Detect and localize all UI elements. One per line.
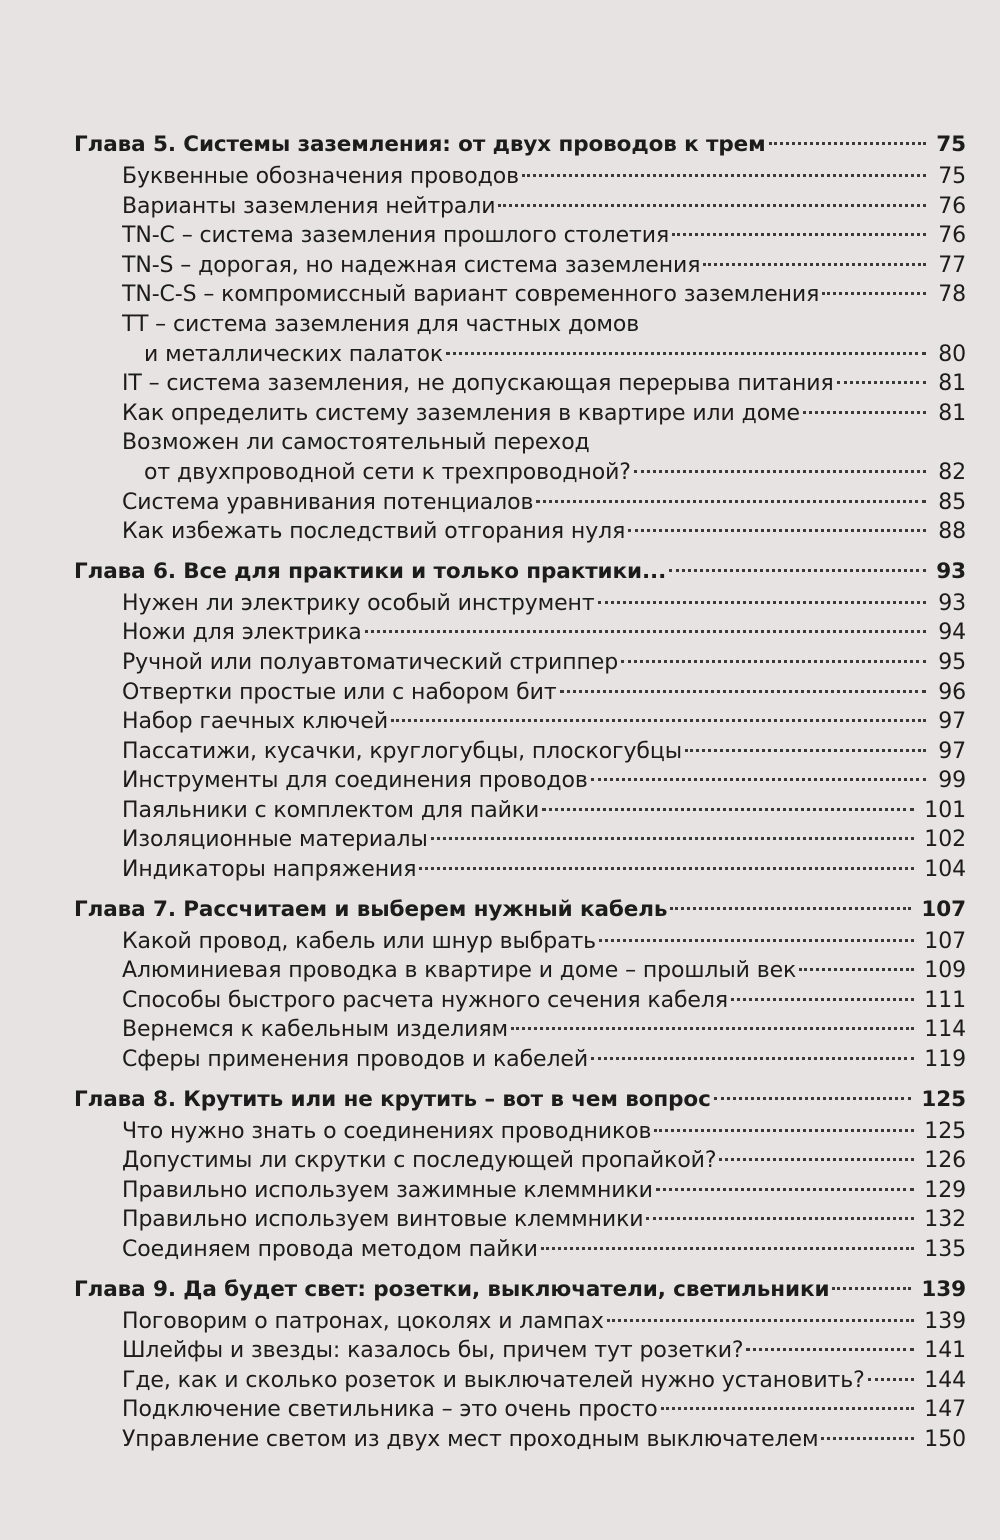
entry-title: Правильно используем зажимные клеммники <box>122 1177 653 1203</box>
dot-leader <box>541 1247 914 1250</box>
chapter-title: Глава 8. Крутить или не крутить – вот в чем вопрос <box>74 1086 711 1112</box>
entry-page-number: 101 <box>924 797 966 823</box>
toc-entry[interactable] <box>74 1176 966 1206</box>
dot-leader <box>837 381 926 384</box>
entry-page-number: 147 <box>924 1397 966 1423</box>
dot-leader <box>536 500 926 503</box>
dot-leader <box>598 601 926 604</box>
toc-entry[interactable] <box>74 1146 966 1176</box>
entry-page-number: 114 <box>924 1017 966 1043</box>
entry-page-number: 75 <box>938 164 966 189</box>
dot-leader <box>670 907 911 910</box>
toc-entry[interactable] <box>74 589 966 619</box>
dot-leader <box>522 174 926 177</box>
dot-leader <box>391 719 926 722</box>
dot-leader <box>498 204 926 207</box>
entry-title: Шлейфы и звезды: казалось бы, причем тут розетки? <box>122 1338 744 1364</box>
entry-page-number: 104 <box>924 857 966 883</box>
entry-page-number: 97 <box>938 709 966 735</box>
toc-entry[interactable] <box>74 162 966 192</box>
entry-title: Где, как и сколько розеток и выключателей нужно установить? <box>122 1367 865 1393</box>
entry-title: Правильно используем винтовые клеммники <box>122 1207 644 1233</box>
entry-title: Варианты заземления нейтрали <box>122 193 496 219</box>
toc-entry[interactable] <box>74 707 966 737</box>
entry-page-number: 125 <box>924 1118 966 1144</box>
toc-entry-continuation[interactable] <box>74 458 966 488</box>
entry-title: Управление светом из двух мест проходным выключателем <box>122 1426 819 1452</box>
entry-title: TN-C-S – компромиссный вариант современного заземления <box>122 282 820 308</box>
entry-title: Индикаторы напряжения <box>122 857 417 883</box>
entry-title: Система уравнивания потенциалов <box>122 489 534 515</box>
entry-title: Изоляционные материалы <box>122 827 428 853</box>
chapter-title: Глава 6. Все для практики и только практики... <box>74 558 667 584</box>
entry-page-number: 77 <box>938 252 966 278</box>
entry-title: Набор гаечных ключей <box>122 709 389 735</box>
entry-page-number: 135 <box>924 1237 966 1262</box>
chapter-page-number: 75 <box>936 132 966 157</box>
entry-title: Инструменты для соединения проводов <box>122 768 588 794</box>
chapter-title: Глава 5. Системы заземления: от двух проводов к трем <box>74 132 766 157</box>
entry-title: Как определить систему заземления в квартире или доме <box>122 400 800 426</box>
entry-title: Что нужно знать о соединениях проводников <box>122 1118 652 1144</box>
dot-leader <box>685 749 926 752</box>
chapter-page-number: 139 <box>921 1276 966 1302</box>
dot-leader <box>431 837 915 840</box>
entry-page-number: 97 <box>938 738 966 764</box>
dot-leader <box>591 778 926 781</box>
entry-title: Нужен ли электрику особый инструмент <box>122 590 595 616</box>
entry-title: Способы быстрого расчета нужного сечения кабеля <box>122 987 728 1013</box>
toc-entry[interactable] <box>74 1366 966 1396</box>
toc-entry[interactable] <box>74 825 966 855</box>
dot-leader <box>731 998 914 1001</box>
toc-entry[interactable] <box>74 956 966 986</box>
entry-page-number: 81 <box>938 371 966 397</box>
entry-title: Пассатижи, кусачки, круглогубцы, плоскогубцы <box>122 738 683 764</box>
toc-entry[interactable] <box>74 927 966 957</box>
entry-page-number: 78 <box>938 282 966 308</box>
entry-title: TT – система заземления для частных домов <box>122 311 640 337</box>
entry-title: Алюминиевая проводка в квартире и доме – прошлый век <box>122 958 797 984</box>
entry-page-number: 150 <box>924 1426 966 1452</box>
entry-title: Отвертки простые или с набором бит <box>122 679 557 705</box>
toc-entry[interactable] <box>74 796 966 826</box>
dot-leader <box>719 1158 914 1161</box>
entry-title: IT – система заземления, не допускающая перерыва питания <box>122 371 834 397</box>
dot-leader <box>822 292 926 295</box>
chapter-heading[interactable] <box>74 128 966 162</box>
dot-leader <box>628 529 926 532</box>
dot-leader <box>868 1378 915 1381</box>
toc-entry[interactable] <box>74 517 966 547</box>
entry-page-number: 111 <box>924 987 966 1013</box>
entry-page-number: 107 <box>924 928 966 954</box>
dot-leader <box>672 233 926 236</box>
entry-title: Вернемся к кабельным изделиям <box>122 1017 508 1043</box>
dot-leader <box>656 1188 914 1191</box>
toc-entry[interactable] <box>74 1425 966 1455</box>
dot-leader <box>560 690 926 693</box>
entry-title: Паяльники с комплектом для пайки <box>122 797 540 823</box>
dot-leader <box>542 808 914 811</box>
entry-page-number: 82 <box>938 459 966 485</box>
chapter-section <box>74 128 966 547</box>
entry-page-number: 76 <box>938 223 966 249</box>
toc-entry[interactable] <box>74 678 966 708</box>
dot-leader <box>832 1287 911 1290</box>
toc-entry[interactable] <box>74 221 966 251</box>
dot-leader <box>803 411 926 414</box>
dot-leader <box>746 1348 914 1351</box>
toc-entry[interactable] <box>74 1015 966 1045</box>
dot-leader <box>646 1217 914 1220</box>
entry-page-number: 95 <box>938 649 966 675</box>
chapter-title: Глава 9. Да будет свет: розетки, выключатели, светильники <box>74 1276 830 1302</box>
dot-leader <box>669 569 926 572</box>
toc-entry[interactable] <box>74 1395 966 1425</box>
toc-entry[interactable] <box>74 369 966 399</box>
chapter-section <box>74 1273 966 1455</box>
entry-page-number: 96 <box>938 679 966 705</box>
toc-entry[interactable] <box>74 986 966 1016</box>
entry-title-continuation: и металлических палаток <box>144 341 444 367</box>
entry-page-number: 93 <box>938 590 966 616</box>
entry-page-number: 144 <box>924 1367 966 1393</box>
entry-title: Сферы применения проводов и кабелей <box>122 1047 589 1073</box>
toc-entry[interactable] <box>74 399 966 429</box>
chapter-heading[interactable] <box>74 893 966 927</box>
entry-title: Буквенные обозначения проводов <box>122 164 519 189</box>
dot-leader <box>799 968 914 971</box>
chapter-page-number: 125 <box>921 1086 966 1112</box>
toc-entry[interactable] <box>74 1336 966 1366</box>
entry-page-number: 126 <box>924 1148 966 1174</box>
dot-leader <box>607 1319 915 1322</box>
entry-title: Ножи для электрика <box>122 620 362 646</box>
chapter-heading[interactable] <box>74 1083 966 1117</box>
chapter-page-number: 107 <box>921 896 966 922</box>
dot-leader <box>769 142 926 145</box>
entry-title: Соединяем провода методом пайки <box>122 1237 538 1262</box>
entry-title: Как избежать последствий отгорания нуля <box>122 519 626 545</box>
dot-leader <box>446 352 926 355</box>
dot-leader <box>599 939 914 942</box>
entry-title: Поговорим о патронах, цоколях и лампах <box>122 1308 604 1334</box>
toc-entry[interactable] <box>74 192 966 222</box>
chapter-section <box>74 893 966 1075</box>
entry-title: Возможен ли самостоятельный переход <box>122 430 590 456</box>
chapter-section <box>74 555 966 885</box>
entry-title: TN-S – дорогая, но надежная система заземления <box>122 252 701 278</box>
toc-entry[interactable] <box>74 1205 966 1235</box>
chapter-page-number: 93 <box>936 558 966 584</box>
entry-title: Какой провод, кабель или шнур выбрать <box>122 928 597 954</box>
dot-leader <box>714 1097 912 1100</box>
dot-leader <box>365 630 926 633</box>
chapter-heading[interactable] <box>74 555 966 589</box>
entry-page-number: 109 <box>924 958 966 984</box>
toc-entry[interactable] <box>74 737 966 767</box>
dot-leader <box>661 1407 915 1410</box>
chapter-title: Глава 7. Рассчитаем и выберем нужный кабель <box>74 896 668 922</box>
toc-entry[interactable] <box>74 1045 966 1075</box>
dot-leader <box>634 470 926 473</box>
chapter-section <box>74 1083 966 1265</box>
dot-leader <box>591 1057 914 1060</box>
toc-entry[interactable] <box>74 1235 966 1265</box>
chapter-heading[interactable] <box>74 1273 966 1307</box>
entry-page-number: 88 <box>938 519 966 545</box>
entry-title-continuation: от двухпроводной сети к трехпроводной? <box>144 459 631 485</box>
entry-page-number: 80 <box>938 341 966 367</box>
toc-entry[interactable] <box>74 428 966 458</box>
entry-title: Допустимы ли скрутки с последующей пропайкой? <box>122 1148 717 1174</box>
entry-page-number: 94 <box>938 620 966 646</box>
entry-page-number: 99 <box>938 768 966 794</box>
toc-entry[interactable] <box>74 488 966 518</box>
toc-entry[interactable] <box>74 648 966 678</box>
entry-title: Подключение светильника – это очень просто <box>122 1397 658 1423</box>
toc-entry[interactable] <box>74 855 966 885</box>
toc-entry[interactable] <box>74 618 966 648</box>
dot-leader <box>419 867 914 870</box>
entry-page-number: 141 <box>924 1338 966 1364</box>
toc-entry[interactable] <box>74 1307 966 1337</box>
entry-title: TN-C – система заземления прошлого столетия <box>122 223 670 249</box>
entry-page-number: 76 <box>938 193 966 219</box>
entry-page-number: 81 <box>938 400 966 426</box>
entry-page-number: 132 <box>924 1207 966 1233</box>
dot-leader <box>621 660 926 663</box>
dot-leader <box>821 1437 914 1440</box>
toc-entry[interactable] <box>74 280 966 310</box>
dot-leader <box>703 263 926 266</box>
dot-leader <box>511 1027 914 1030</box>
toc-entry-continuation[interactable] <box>74 340 966 370</box>
entry-page-number: 102 <box>924 827 966 853</box>
toc-entry[interactable] <box>74 766 966 796</box>
entry-title: Ручной или полуавтоматический стриппер <box>122 649 619 675</box>
toc-entry[interactable] <box>74 310 966 340</box>
entry-page-number: 139 <box>924 1308 966 1334</box>
toc-entry[interactable] <box>74 251 966 281</box>
entry-page-number: 129 <box>924 1177 966 1203</box>
entry-page-number: 85 <box>938 489 966 515</box>
dot-leader <box>654 1129 914 1132</box>
entry-page-number: 119 <box>924 1047 966 1073</box>
toc-entry[interactable] <box>74 1117 966 1147</box>
